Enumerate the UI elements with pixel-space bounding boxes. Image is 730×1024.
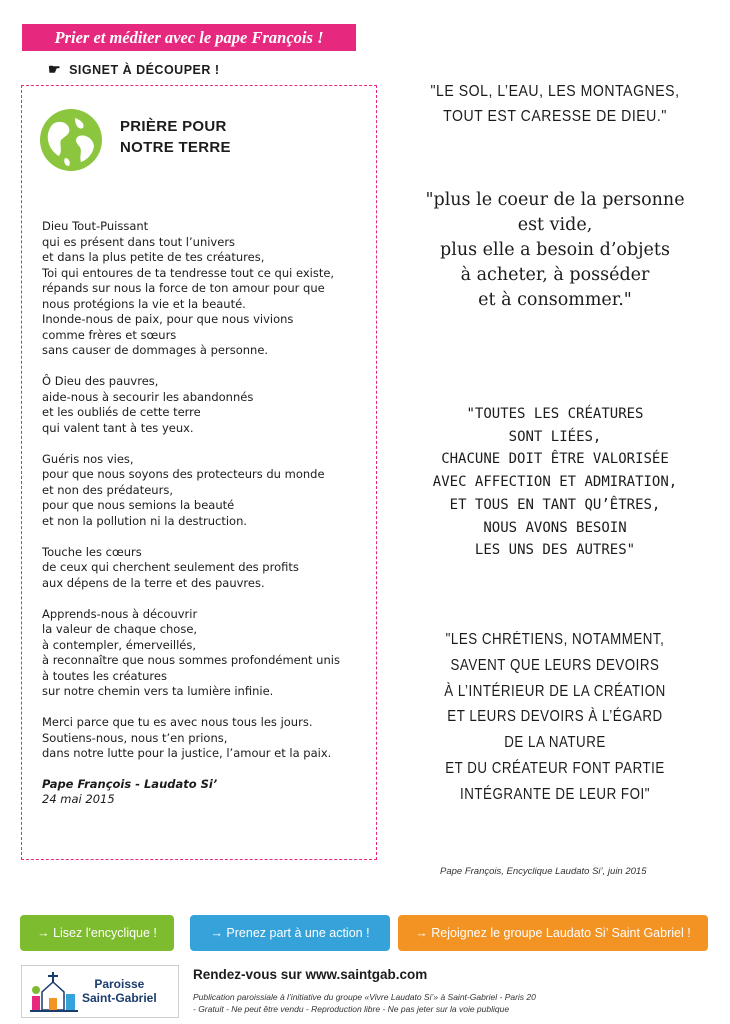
quote-line: ET TOUS EN TANT QU’ÊTRES, bbox=[449, 496, 661, 513]
take-action-button[interactable]: → Prenez part à une action ! bbox=[190, 915, 390, 951]
prayer-line: de ceux qui cherchent seulement des profits bbox=[42, 560, 299, 574]
quote-line: plus elle a besoin d’objets bbox=[440, 240, 670, 260]
join-group-button[interactable]: → Rejoignez le groupe Laudato Si’ Saint Gabriel ! bbox=[398, 915, 708, 951]
quote-line: ET LEURS DEVOIRS À L’ÉGARD bbox=[447, 708, 663, 726]
church-icon bbox=[28, 970, 80, 1014]
quote-4 bbox=[409, 627, 701, 808]
quote-line: et à consommer." bbox=[478, 290, 632, 310]
prayer-line: qui es présent dans tout l’univers bbox=[42, 234, 236, 249]
prayer-line: Guéris nos vies, bbox=[42, 451, 134, 466]
quote-line: CHACUNE DOIT ÊTRE VALORISÉE bbox=[441, 451, 669, 468]
prayer-line: comme frères et sœurs bbox=[42, 327, 177, 342]
prayer-line: à reconnaître que nous sommes profondément unis bbox=[42, 653, 340, 667]
prayer-title-line: PRIÈRE POUR bbox=[120, 118, 227, 135]
prayer-line: Inonde-nous de paix, pour que nous vivions bbox=[42, 312, 294, 326]
globe-icon bbox=[39, 108, 103, 172]
parish-logo-line: Saint-Gabriel bbox=[82, 991, 157, 1005]
prayer-line: à toutes les créatures bbox=[42, 668, 167, 683]
quote-line: est vide, bbox=[517, 215, 593, 235]
quote-line: SONT LIÉES, bbox=[508, 428, 602, 445]
bookmark-label: SIGNET À DÉCOUPER ! bbox=[69, 63, 220, 77]
quote-line: "plus le coeur de la personne bbox=[425, 190, 685, 210]
quote-line: À L’INTÉRIEUR DE LA CRÉATION bbox=[444, 682, 666, 700]
parish-logo-line: Paroisse bbox=[94, 977, 145, 991]
prayer-stanza bbox=[42, 452, 340, 530]
prayer-signature: Pape François - Laudato Si’ bbox=[42, 777, 218, 791]
quote-line: "LE SOL, L’EAU, LES MONTAGNES, bbox=[430, 83, 680, 100]
prayer-title bbox=[120, 116, 231, 158]
quote-2 bbox=[385, 188, 725, 313]
prayer-line: et non la pollution ni la destruction. bbox=[42, 513, 248, 528]
prayer-stanza bbox=[42, 715, 340, 762]
prayer-line: Merci parce que tu es avec nous tous les jours. bbox=[42, 715, 313, 729]
website-link[interactable]: Rendez-vous sur www.saintgab.com bbox=[193, 967, 428, 982]
quote-line: à acheter, à posséder bbox=[460, 265, 650, 285]
quote-source: Pape François, Encyclique Laudato Si’, juin 2015 bbox=[440, 866, 647, 877]
prayer-line: Touche les cœurs bbox=[42, 544, 142, 559]
quote-line: INTÉGRANTE DE LEUR FOI" bbox=[460, 785, 650, 803]
bookmark-heading bbox=[48, 61, 220, 78]
prayer-line: pour que nous semions la beauté bbox=[42, 498, 235, 512]
quote-line: AVEC AFFECTION ET ADMIRATION, bbox=[432, 474, 678, 491]
publication-line: - Gratuit - Ne peut être vendu - Reproduction libre - Ne pas jeter sur la voie publique bbox=[193, 1004, 510, 1014]
prayer-line: et les oubliés de cette terre bbox=[42, 405, 201, 419]
quote-3 bbox=[385, 403, 725, 562]
prayer-stanza bbox=[42, 545, 340, 592]
publication-line: Publication paroissiale à l’initiative du groupe «Vivre Laudato Si’» à Saint-Gabriel - Paris 20 bbox=[193, 992, 536, 1002]
pointing-hand-icon: ☛ bbox=[48, 61, 62, 77]
prayer-line: qui valent tant à tes yeux. bbox=[42, 420, 194, 435]
prayer-line: Apprends-nous à découvrir bbox=[42, 606, 198, 621]
prayer-line: répands sur nous la force de ton amour pour que bbox=[42, 281, 325, 295]
prayer-line: et dans la plus petite de tes créatures, bbox=[42, 250, 265, 264]
prayer-stanza bbox=[42, 374, 340, 436]
prayer-line: sur notre chemin vers ta lumière infinie. bbox=[42, 684, 274, 698]
publication-note bbox=[193, 991, 536, 1015]
quote-1 bbox=[405, 79, 704, 129]
prayer-line: aux dépens de la terre et des pauvres. bbox=[42, 575, 265, 590]
prayer-line: dans notre lutte pour la justice, l’amour et la paix. bbox=[42, 746, 332, 760]
quote-line: "TOUTES LES CRÉATURES bbox=[466, 406, 644, 422]
prayer-line: sans causer de dommages à personne. bbox=[42, 343, 269, 357]
prayer-date: 24 mai 2015 bbox=[42, 792, 115, 806]
page-banner: Prier et méditer avec le pape François ! bbox=[22, 24, 356, 51]
quote-line: TOUT EST CARESSE DE DIEU." bbox=[443, 108, 667, 125]
quote-line: DE LA NATURE bbox=[504, 734, 606, 752]
prayer-stanza bbox=[42, 607, 340, 700]
prayer-title-line: NOTRE TERRE bbox=[120, 139, 231, 156]
prayer-text bbox=[42, 219, 340, 777]
prayer-line: Toi qui entoures de ta tendresse tout ce qui existe, bbox=[42, 265, 335, 280]
prayer-line: la valeur de chaque chose, bbox=[42, 622, 198, 636]
prayer-stanza bbox=[42, 219, 340, 359]
quote-line: SAVENT QUE LEURS DEVOIRS bbox=[450, 656, 660, 674]
prayer-line: à contempler, émerveillés, bbox=[42, 637, 197, 652]
parish-logo-text bbox=[82, 977, 157, 1005]
prayer-line: Soutiens-nous, nous t’en prions, bbox=[42, 730, 228, 745]
prayer-line: aide-nous à secourir les abandonnés bbox=[42, 389, 254, 404]
prayer-line: nous protégions la vie et la beauté. bbox=[42, 296, 246, 311]
quote-line: ET DU CRÉATEUR FONT PARTIE bbox=[445, 759, 665, 777]
quote-line: LES UNS DES AUTRES" bbox=[474, 542, 636, 559]
prayer-line: pour que nous soyons des protecteurs du monde bbox=[42, 467, 325, 481]
prayer-line: Ô Dieu des pauvres, bbox=[42, 374, 159, 388]
quote-line: NOUS AVONS BESOIN bbox=[483, 519, 627, 536]
read-encyclical-button[interactable]: → Lisez l'encyclique ! bbox=[20, 915, 174, 951]
parish-logo bbox=[21, 965, 179, 1018]
prayer-line: et non des prédateurs, bbox=[42, 482, 173, 497]
quote-line: "LES CHRÉTIENS, NOTAMMENT, bbox=[445, 631, 665, 648]
prayer-line: Dieu Tout-Puissant bbox=[42, 219, 149, 233]
